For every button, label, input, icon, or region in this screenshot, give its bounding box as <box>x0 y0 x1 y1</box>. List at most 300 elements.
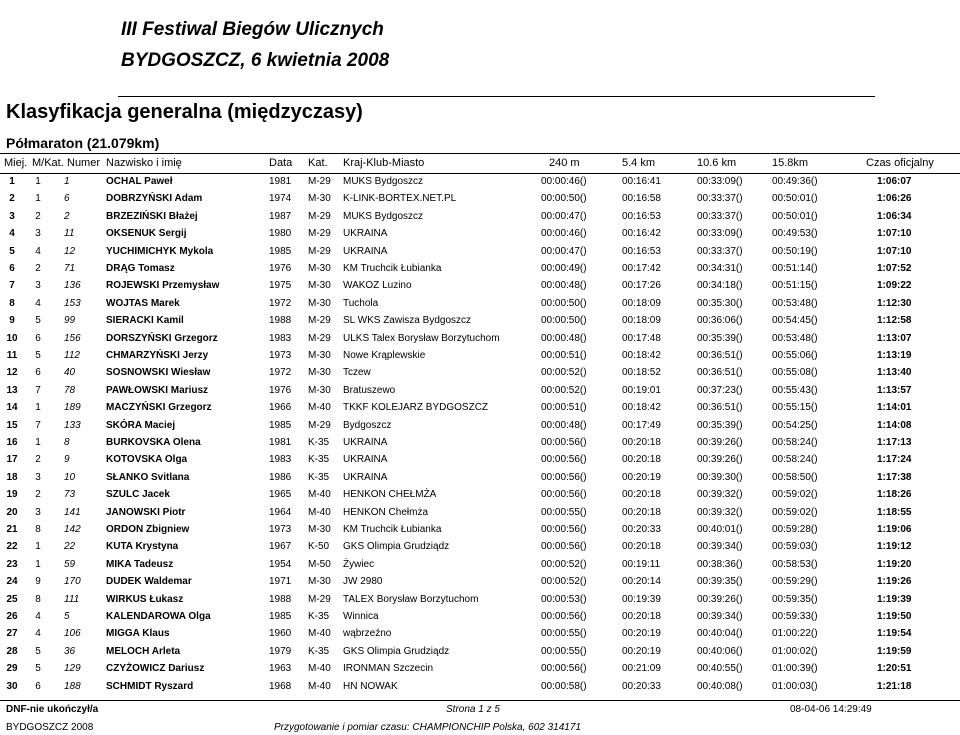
split-15-8km-cell: 00:58:24() <box>772 454 818 466</box>
split-240m-cell: 00:00:53() <box>541 593 587 605</box>
place-cell: 3 <box>9 210 15 222</box>
number-cell: 40 <box>64 367 76 379</box>
split-10-6km-cell: 00:33:37() <box>697 210 743 222</box>
split-10-6km-cell: 00:33:09() <box>697 228 743 240</box>
cat-place-cell: 4 <box>35 245 41 257</box>
table-row <box>0 660 960 677</box>
official-time-cell: 1:18:26 <box>877 489 912 501</box>
table-row <box>0 573 960 590</box>
category-cell: K-50 <box>308 541 330 553</box>
cat-place-cell: 1 <box>35 402 41 414</box>
split-5-4km-cell: 00:18:42 <box>622 402 661 414</box>
place-cell: 21 <box>6 524 18 535</box>
split-5-4km-cell: 00:20:18 <box>622 437 661 448</box>
split-10-6km-cell: 00:33:37() <box>697 245 743 257</box>
club-cell: HN NOWAK <box>343 680 398 692</box>
name-cell: SZULC Jacek <box>106 489 170 501</box>
club-cell: wąbrzeźno <box>343 628 392 640</box>
split-15-8km-cell: 01:00:22() <box>772 628 818 640</box>
number-cell: 1 <box>64 176 70 187</box>
birth-year-cell: 1985 <box>269 245 292 257</box>
split-15-8km-cell: 00:54:45() <box>772 315 818 327</box>
split-15-8km-cell: 00:59:29() <box>772 576 818 588</box>
split-15-8km-cell: 00:55:43() <box>772 384 818 396</box>
birth-year-cell: 1973 <box>269 524 292 535</box>
number-cell: 22 <box>64 541 76 553</box>
split-15-8km-cell: 00:51:15() <box>772 280 818 292</box>
birth-year-cell: 1985 <box>269 419 292 431</box>
place-cell: 30 <box>6 680 18 692</box>
birth-year-cell: 1967 <box>269 541 292 553</box>
place-cell: 28 <box>6 645 18 657</box>
official-time-cell: 1:07:10 <box>877 228 912 240</box>
split-240m-cell: 00:00:50() <box>541 315 587 327</box>
table-row <box>0 243 960 260</box>
official-time-cell: 1:13:57 <box>877 384 912 396</box>
official-time-cell: 1:12:30 <box>877 297 912 309</box>
place-cell: 13 <box>6 384 18 396</box>
number-cell: 156 <box>64 332 81 344</box>
place-cell: 29 <box>6 663 18 675</box>
category-cell: K-35 <box>308 437 330 448</box>
split-5-4km-cell: 00:17:42 <box>622 263 661 274</box>
split-10-6km-cell: 00:36:51() <box>697 367 743 379</box>
place-cell: 8 <box>9 297 15 309</box>
club-cell: Bratuszewo <box>343 384 396 396</box>
split-10-6km-cell: 00:35:39() <box>697 419 743 431</box>
official-time-cell: 1:19:39 <box>877 593 912 605</box>
place-cell: 17 <box>6 454 18 466</box>
place-cell: 5 <box>9 245 15 257</box>
birth-year-cell: 1972 <box>269 297 292 309</box>
split-10-6km-cell: 00:35:30() <box>697 297 743 309</box>
place-cell: 15 <box>6 419 18 431</box>
split-5-4km-cell: 00:16:41 <box>622 176 661 187</box>
cat-place-cell: 5 <box>35 663 41 675</box>
club-cell: KM Truchcik Łubianka <box>343 263 442 274</box>
name-cell: SCHMIDT Ryszard <box>106 680 194 692</box>
split-5-4km-cell: 00:20:33 <box>622 524 661 535</box>
birth-year-cell: 1983 <box>269 454 292 466</box>
split-240m-cell: 00:00:56() <box>541 489 587 501</box>
number-cell: 9 <box>64 454 70 466</box>
table-row <box>0 469 960 486</box>
place-cell: 16 <box>6 437 18 448</box>
name-cell: YUCHIMICHYK Mykola <box>106 245 214 257</box>
split-240m-cell: 00:00:55() <box>541 628 587 640</box>
category-cell: M-40 <box>308 506 331 518</box>
cat-place-cell: 8 <box>35 593 41 605</box>
split-240m-cell: 00:00:46() <box>541 176 587 187</box>
club-cell: K-LINK-BORTEX.NET.PL <box>343 193 457 205</box>
header-number: Numer <box>67 157 101 169</box>
cat-place-cell: 2 <box>35 489 41 501</box>
place-cell: 22 <box>6 541 18 553</box>
category-cell: M-30 <box>308 263 331 274</box>
birth-year-cell: 1986 <box>269 471 292 483</box>
club-cell: Nowe Krąplewskie <box>343 350 426 361</box>
name-cell: WIRKUS Łukasz <box>106 593 184 605</box>
cat-place-cell: 3 <box>35 280 41 292</box>
official-time-cell: 1:19:06 <box>877 524 912 535</box>
category-cell: M-40 <box>308 402 331 414</box>
name-cell: MIKA Tadeusz <box>106 558 174 570</box>
name-cell: DUDEK Waldemar <box>106 576 192 588</box>
category-cell: K-35 <box>308 645 330 657</box>
split-5-4km-cell: 00:16:58 <box>622 193 661 205</box>
table-row <box>0 643 960 660</box>
category-cell: M-30 <box>308 367 331 379</box>
table-row <box>0 190 960 207</box>
category-cell: M-29 <box>308 593 331 605</box>
number-cell: 78 <box>64 384 76 396</box>
split-10-6km-cell: 00:40:08() <box>697 680 743 692</box>
birth-year-cell: 1954 <box>269 558 292 570</box>
official-time-cell: 1:19:12 <box>877 541 912 553</box>
official-time-cell: 1:12:58 <box>877 315 912 327</box>
birth-year-cell: 1985 <box>269 611 292 622</box>
split-5-4km-cell: 00:18:52 <box>622 367 661 379</box>
split-5-4km-cell: 00:18:09 <box>622 297 661 309</box>
cat-place-cell: 1 <box>35 176 41 187</box>
club-cell: UKRAINA <box>343 437 388 448</box>
birth-year-cell: 1974 <box>269 193 292 205</box>
name-cell: DRĄG Tomasz <box>106 263 175 274</box>
name-cell: BRZEZIŃSKI Błażej <box>106 210 198 222</box>
split-5-4km-cell: 00:17:49 <box>622 419 661 431</box>
table-row <box>0 417 960 434</box>
official-time-cell: 1:09:22 <box>877 280 912 292</box>
table-row <box>0 678 960 695</box>
split-240m-cell: 00:00:52() <box>541 558 587 570</box>
number-cell: 10 <box>64 471 76 483</box>
number-cell: 170 <box>64 576 81 588</box>
official-time-cell: 1:06:34 <box>877 210 912 222</box>
split-5-4km-cell: 00:20:14 <box>622 576 661 588</box>
number-cell: 189 <box>64 402 81 414</box>
table-row <box>0 486 960 503</box>
classification-title: Klasyfikacja generalna (międzyczasy) <box>6 101 363 123</box>
footer-divider <box>0 700 960 701</box>
split-240m-cell: 00:00:56() <box>541 663 587 675</box>
split-5-4km-cell: 00:20:18 <box>622 489 661 501</box>
name-cell: SOSNOWSKI Wiesław <box>106 367 211 379</box>
split-15-8km-cell: 00:50:01() <box>772 193 818 205</box>
split-15-8km-cell: 01:00:39() <box>772 663 818 675</box>
number-cell: 5 <box>64 611 70 622</box>
official-time-cell: 1:19:50 <box>877 611 912 622</box>
birth-year-cell: 1960 <box>269 628 292 640</box>
table-row <box>0 434 960 451</box>
official-time-cell: 1:17:38 <box>877 471 912 483</box>
table-row <box>0 591 960 608</box>
header-place: Miej. <box>4 157 28 169</box>
number-cell: 106 <box>64 628 81 640</box>
split-5-4km-cell: 00:16:53 <box>622 245 661 257</box>
number-cell: 142 <box>64 524 81 535</box>
split-10-6km-cell: 00:39:26() <box>697 437 743 448</box>
split-10-6km-cell: 00:39:32() <box>697 489 743 501</box>
birth-year-cell: 1981 <box>269 176 292 187</box>
cat-place-cell: 7 <box>35 384 41 396</box>
number-cell: 6 <box>64 193 70 205</box>
split-240m-cell: 00:00:51() <box>541 402 587 414</box>
place-cell: 11 <box>6 350 18 361</box>
name-cell: MACZYŃSKI Grzegorz <box>106 402 212 414</box>
split-10-6km-cell: 00:39:34() <box>697 611 743 622</box>
club-cell: MUKS Bydgoszcz <box>343 176 424 187</box>
name-cell: CHMARZYŃSKI Jerzy <box>106 350 209 361</box>
header-split-5-4km: 5.4 km <box>622 157 656 169</box>
timing-credit: Przygotowanie i pomiar czasu: CHAMPIONCHIP Polska, 602 314171 <box>274 722 581 733</box>
number-cell: 59 <box>64 558 76 570</box>
place-cell: 24 <box>6 576 18 588</box>
club-cell: WAKOZ Luzino <box>343 280 412 292</box>
table-row <box>0 312 960 329</box>
number-cell: 153 <box>64 297 81 309</box>
birth-year-cell: 1981 <box>269 437 292 448</box>
number-cell: 136 <box>64 280 81 292</box>
club-cell: ULKS Talex Borysław Borzytuchom <box>343 332 500 344</box>
name-cell: KOTOVSKA Olga <box>106 454 188 466</box>
name-cell: BURKOVSKA Olena <box>106 437 201 448</box>
split-10-6km-cell: 00:33:37() <box>697 193 743 205</box>
header-name: Nazwisko i imię <box>106 157 182 169</box>
number-cell: 112 <box>64 350 80 361</box>
split-15-8km-cell: 00:59:28() <box>772 524 818 535</box>
cat-place-cell: 2 <box>35 210 41 222</box>
table-row <box>0 330 960 347</box>
split-5-4km-cell: 00:20:18 <box>622 506 661 518</box>
number-cell: 12 <box>64 245 76 257</box>
split-240m-cell: 00:00:47() <box>541 210 587 222</box>
split-10-6km-cell: 00:36:51() <box>697 350 743 361</box>
category-cell: M-40 <box>308 663 331 675</box>
category-cell: M-29 <box>308 210 331 222</box>
name-cell: DORSZYŃSKI Grzegorz <box>106 332 218 344</box>
place-cell: 20 <box>6 506 18 518</box>
split-15-8km-cell: 00:54:25() <box>772 419 818 431</box>
split-15-8km-cell: 00:59:03() <box>772 541 818 553</box>
club-cell: JW 2980 <box>343 576 383 588</box>
table-row <box>0 382 960 399</box>
split-15-8km-cell: 00:58:53() <box>772 558 818 570</box>
name-cell: KALENDAROWA Olga <box>106 611 211 622</box>
official-time-cell: 1:13:07 <box>877 332 912 344</box>
category-cell: M-29 <box>308 315 331 327</box>
official-time-cell: 1:19:20 <box>877 558 912 570</box>
table-row <box>0 521 960 538</box>
category-cell: M-29 <box>308 245 331 257</box>
club-cell: Bydgoszcz <box>343 419 392 431</box>
header-cat-place: M/Kat. <box>32 157 64 169</box>
cat-place-cell: 5 <box>35 645 41 657</box>
table-row <box>0 347 960 364</box>
category-cell: M-30 <box>308 576 331 588</box>
cat-place-cell: 4 <box>35 628 41 640</box>
club-cell: UKRAINA <box>343 454 388 466</box>
category-cell: M-29 <box>308 228 331 240</box>
place-cell: 27 <box>6 628 18 640</box>
header-category: Kat. <box>308 157 328 169</box>
split-10-6km-cell: 00:34:18() <box>697 280 743 292</box>
category-cell: M-40 <box>308 680 331 692</box>
cat-place-cell: 3 <box>35 228 41 240</box>
split-10-6km-cell: 00:35:39() <box>697 332 743 344</box>
split-15-8km-cell: 00:59:02() <box>772 506 818 518</box>
category-cell: K-35 <box>308 454 330 466</box>
official-time-cell: 1:07:10 <box>877 245 912 257</box>
category-cell: M-30 <box>308 297 331 309</box>
table-row <box>0 608 960 625</box>
number-cell: 71 <box>64 263 76 274</box>
split-10-6km-cell: 00:39:32() <box>697 506 743 518</box>
split-15-8km-cell: 00:55:15() <box>772 402 818 414</box>
place-cell: 26 <box>6 611 18 622</box>
split-5-4km-cell: 00:17:48 <box>622 332 661 344</box>
split-10-6km-cell: 00:37:23() <box>697 384 743 396</box>
split-15-8km-cell: 00:58:50() <box>772 471 818 483</box>
name-cell: DOBRZYŃSKI Adam <box>106 193 203 205</box>
event-short-name: BYDGOSZCZ 2008 <box>6 722 94 733</box>
club-cell: MUKS Bydgoszcz <box>343 210 424 222</box>
club-cell: IRONMAN Szczecin <box>343 663 434 675</box>
split-15-8km-cell: 00:53:48() <box>772 332 818 344</box>
cat-place-cell: 4 <box>35 611 41 622</box>
birth-year-cell: 1968 <box>269 680 292 692</box>
birth-year-cell: 1965 <box>269 489 292 501</box>
name-cell: ORDON Zbigniew <box>106 524 190 535</box>
category-cell: M-29 <box>308 332 331 344</box>
split-240m-cell: 00:00:56() <box>541 524 587 535</box>
place-cell: 14 <box>6 402 18 414</box>
cat-place-cell: 6 <box>35 332 41 344</box>
split-15-8km-cell: 00:55:06() <box>772 350 818 361</box>
table-row <box>0 173 960 190</box>
place-cell: 2 <box>9 193 15 205</box>
place-cell: 6 <box>9 263 15 274</box>
split-5-4km-cell: 00:20:18 <box>622 454 661 466</box>
split-240m-cell: 00:00:56() <box>541 541 587 553</box>
split-10-6km-cell: 00:39:30() <box>697 471 743 483</box>
number-cell: 73 <box>64 489 76 501</box>
official-time-cell: 1:07:52 <box>877 263 912 274</box>
split-240m-cell: 00:00:55() <box>541 645 587 657</box>
split-15-8km-cell: 01:00:02() <box>772 645 818 657</box>
number-cell: 133 <box>64 419 81 431</box>
club-cell: Tczew <box>343 367 371 379</box>
split-5-4km-cell: 00:20:19 <box>622 645 661 657</box>
split-240m-cell: 00:00:56() <box>541 454 587 466</box>
table-row <box>0 208 960 225</box>
cat-place-cell: 4 <box>35 297 41 309</box>
category-cell: M-30 <box>308 384 331 396</box>
birth-year-cell: 1987 <box>269 210 292 222</box>
split-5-4km-cell: 00:17:26 <box>622 280 661 292</box>
club-cell: TKKF KOLEJARZ BYDGOSZCZ <box>343 402 489 414</box>
club-cell: UKRAINA <box>343 471 388 483</box>
split-5-4km-cell: 00:20:19 <box>622 628 661 640</box>
split-15-8km-cell: 00:53:48() <box>772 297 818 309</box>
split-15-8km-cell: 00:59:35() <box>772 593 818 605</box>
print-timestamp: 08-04-06 14:29:49 <box>790 704 872 715</box>
number-cell: 129 <box>64 663 81 675</box>
split-240m-cell: 00:00:49() <box>541 263 587 274</box>
split-15-8km-cell: 00:55:08() <box>772 367 818 379</box>
race-title: Półmaraton (21.079km) <box>6 135 160 151</box>
club-cell: GKS Olimpia Grudziądz <box>343 541 450 553</box>
cat-place-cell: 6 <box>35 367 41 379</box>
cat-place-cell: 2 <box>35 454 41 466</box>
header-split-15-8km: 15.8km <box>772 157 809 169</box>
cat-place-cell: 7 <box>35 419 41 431</box>
birth-year-cell: 1979 <box>269 645 292 657</box>
category-cell: M-30 <box>308 524 331 535</box>
table-row <box>0 225 960 242</box>
official-time-cell: 1:14:01 <box>877 402 912 414</box>
name-cell: ROJEWSKI Przemysław <box>106 280 220 292</box>
cat-place-cell: 8 <box>35 524 41 535</box>
birth-year-cell: 1980 <box>269 228 292 240</box>
number-cell: 111 <box>64 593 80 605</box>
split-10-6km-cell: 00:40:04() <box>697 628 743 640</box>
page-number: Strona 1 z 5 <box>446 704 500 715</box>
category-cell: M-30 <box>308 350 331 361</box>
official-time-cell: 1:06:07 <box>877 176 912 187</box>
split-15-8km-cell: 00:58:24() <box>772 437 818 448</box>
place-cell: 19 <box>6 489 18 501</box>
category-cell: K-35 <box>308 471 330 483</box>
split-10-6km-cell: 00:40:55() <box>697 663 743 675</box>
place-cell: 18 <box>6 471 18 483</box>
cat-place-cell: 2 <box>35 263 41 274</box>
category-cell: M-40 <box>308 628 331 640</box>
event-subtitle: BYDGOSZCZ, 6 kwietnia 2008 <box>121 50 390 71</box>
event-title: III Festiwal Biegów Ulicznych <box>121 19 384 40</box>
split-5-4km-cell: 00:20:33 <box>622 680 661 692</box>
split-240m-cell: 00:00:50() <box>541 297 587 309</box>
split-240m-cell: 00:00:48() <box>541 280 587 292</box>
official-time-cell: 1:13:19 <box>877 350 912 361</box>
category-cell: M-29 <box>308 419 331 431</box>
official-time-cell: 1:13:40 <box>877 367 912 379</box>
place-cell: 12 <box>6 367 18 379</box>
split-240m-cell: 00:00:56() <box>541 471 587 483</box>
club-cell: HENKON Chełmża <box>343 506 429 518</box>
split-5-4km-cell: 00:19:11 <box>622 558 661 570</box>
split-5-4km-cell: 00:20:19 <box>622 471 661 483</box>
official-time-cell: 1:17:13 <box>877 437 912 448</box>
header-split-240m: 240 m <box>549 157 580 169</box>
club-cell: SL WKS Zawisza Bydgoszcz <box>343 315 472 327</box>
table-row <box>0 451 960 468</box>
split-5-4km-cell: 00:18:42 <box>622 350 661 361</box>
birth-year-cell: 1975 <box>269 280 292 292</box>
split-240m-cell: 00:00:47() <box>541 245 587 257</box>
official-time-cell: 1:18:55 <box>877 506 912 518</box>
split-15-8km-cell: 00:50:01() <box>772 210 818 222</box>
split-5-4km-cell: 00:20:18 <box>622 611 661 622</box>
split-5-4km-cell: 00:19:39 <box>622 593 661 605</box>
birth-year-cell: 1963 <box>269 663 292 675</box>
table-row <box>0 260 960 277</box>
name-cell: PAWŁOWSKI Mariusz <box>106 384 209 396</box>
official-time-cell: 1:19:54 <box>877 628 912 640</box>
split-10-6km-cell: 00:36:51() <box>697 402 743 414</box>
club-cell: KM Truchcik Łubianka <box>343 524 442 535</box>
birth-year-cell: 1983 <box>269 332 292 344</box>
birth-year-cell: 1964 <box>269 506 292 518</box>
